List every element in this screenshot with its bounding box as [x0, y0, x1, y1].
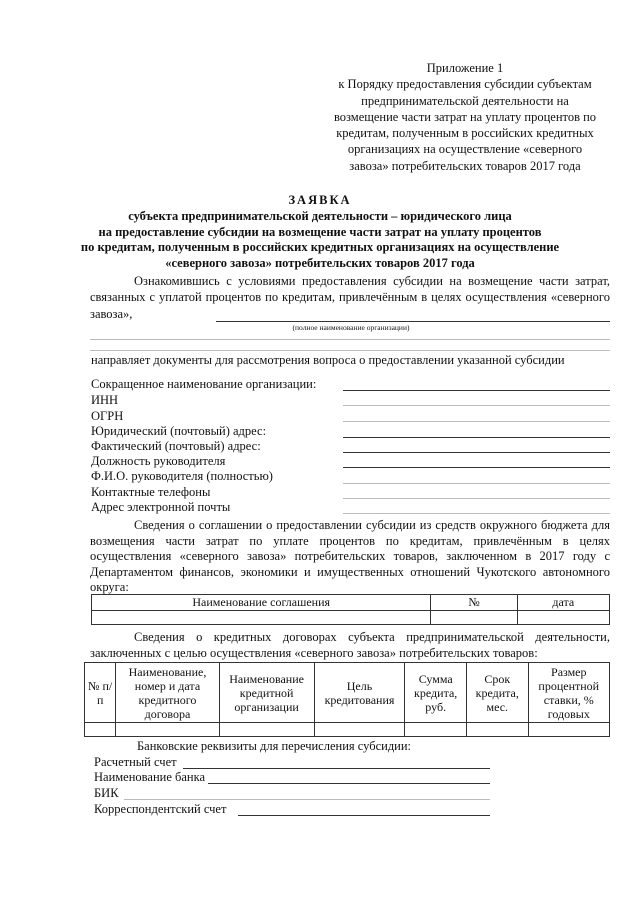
field-phones-line[interactable] — [343, 498, 610, 499]
field-director-position-line[interactable] — [343, 467, 610, 468]
bank-name-label: Наименование банка — [94, 770, 206, 784]
title-line: субъекта предпринимательской деятельности – юридического лица — [128, 208, 512, 223]
credits-cell[interactable] — [528, 723, 609, 737]
credits-cell[interactable] — [116, 723, 219, 737]
field-ogrn-label: ОГРН — [91, 409, 124, 423]
field-phones-label: Контактные телефоны — [91, 485, 211, 499]
org-name-line[interactable] — [216, 321, 610, 322]
agreement-paragraph: Сведения о соглашении о предоставлении субсидии из средств окружного бюджета для возмещения части затрат по уплате процентов по кредитам, привлечённым в целях осуществления «северного завоза» потребительских товаров, заключенном в 2017 году с Департаментом финансов, экономики и имущественных отношений Чукотского автономного округа: — [90, 518, 610, 595]
credits-cell[interactable] — [314, 723, 405, 737]
agreement-name-header: Наименование соглашения — [92, 595, 431, 611]
field-actual-address-line[interactable] — [343, 452, 610, 453]
org-name-line-3[interactable] — [90, 350, 610, 351]
title-main: ЗАЯВКА — [288, 193, 352, 207]
field-actual-address-label: Фактический (почтовый) адрес: — [91, 439, 261, 453]
bank-corr-account-line[interactable] — [238, 815, 490, 816]
credits-col-amount: Сумма кредита, руб. — [405, 663, 467, 723]
bank-corr-account-label: Корреспондентский счет — [94, 802, 227, 816]
document-title — [70, 193, 570, 272]
credits-col-term: Срок кредита, мес. — [466, 663, 528, 723]
org-name-caption: (полное наименование организации) — [292, 323, 410, 332]
credits-empty-row — [85, 723, 610, 737]
agreement-number-cell[interactable] — [431, 611, 517, 625]
field-director-name-line[interactable] — [343, 483, 610, 484]
bank-details-title: Банковские реквизиты для перечисления субсидии: — [137, 739, 412, 753]
field-email-line[interactable] — [343, 513, 610, 514]
bank-name-line[interactable] — [208, 783, 490, 784]
intro-paragraph: Ознакомившись с условиями предоставления субсидии на возмещение части затрат, связанных с уплатой процентов по кредитам, привлечённым в целях осуществления «северного завоза», — [90, 274, 610, 321]
field-director-position-label: Должность руководителя — [91, 454, 226, 468]
sends-documents-text: направляет документы для рассмотрения вопроса о предоставлении указанной субсидии — [91, 353, 565, 367]
agreement-name-cell[interactable] — [92, 611, 431, 625]
appendix-line: Приложение 1 — [426, 61, 504, 75]
appendix-line: возмещение части затрат на уплату процентов по — [333, 109, 597, 124]
agreement-date-cell[interactable] — [517, 611, 609, 625]
org-name-line-2[interactable] — [90, 339, 610, 340]
field-legal-address-label: Юридический (почтовый) адрес: — [91, 424, 267, 438]
credits-cell[interactable] — [219, 723, 314, 737]
bank-bik-line[interactable] — [124, 799, 490, 800]
field-inn-label: ИНН — [91, 393, 119, 407]
field-inn-line[interactable] — [343, 405, 610, 406]
credits-cell[interactable] — [466, 723, 528, 737]
bank-account-line[interactable] — [183, 768, 490, 769]
bank-bik-label: БИК — [94, 786, 119, 800]
field-short-name-line[interactable] — [343, 390, 610, 391]
appendix-line: предпринимательской деятельности на — [361, 93, 569, 108]
title-line: «северного завоза» потребительских товаров 2017 года — [165, 256, 475, 271]
credits-col-bank: Наименование кредитной организации — [219, 663, 314, 723]
title-line: на предоставление субсидии на возмещение части затрат на уплату процентов — [98, 224, 542, 239]
credits-col-contract: Наименование, номер и дата кредитного договора — [116, 663, 219, 723]
agreement-date-header: дата — [517, 595, 609, 611]
field-ogrn-line[interactable] — [343, 421, 610, 422]
bank-account-label: Расчетный счет — [94, 755, 177, 769]
appendix-line: кредитам, полученным в российских кредитных — [336, 126, 594, 141]
field-legal-address-line[interactable] — [343, 437, 610, 438]
credits-table — [84, 662, 610, 737]
agreement-table — [91, 594, 610, 625]
field-director-name-label: Ф.И.О. руководителя (полностью) — [91, 469, 273, 483]
field-short-name-label: Сокращенное наименование организации: — [91, 377, 317, 391]
agreement-header-row — [92, 595, 610, 611]
credits-cell[interactable] — [85, 723, 116, 737]
credits-col-number: № п/п — [85, 663, 116, 723]
appendix-header — [320, 60, 610, 174]
agreement-number-header: № — [431, 595, 517, 611]
credits-cell[interactable] — [405, 723, 467, 737]
credits-col-purpose: Цель кредитования — [314, 663, 405, 723]
appendix-line: организациях на осуществление «северного — [347, 142, 583, 157]
credits-col-rate: Размер процентной ставки, % годовых — [528, 663, 609, 723]
credits-header-row — [85, 663, 610, 723]
title-line: по кредитам, полученным в российских кредитных организациях на осуществление — [80, 240, 560, 255]
appendix-line: к Порядку предоставления субсидии субъектам — [338, 77, 592, 92]
agreement-empty-row — [92, 611, 610, 625]
field-email-label: Адрес электронной почты — [91, 500, 231, 514]
credits-paragraph: Сведения о кредитных договорах субъекта предпринимательской деятельности, заключенных с целью осуществления «северного завоза» потребительских товаров: — [90, 630, 610, 660]
appendix-line: завоза» потребительских товаров 2017 года — [349, 158, 581, 173]
